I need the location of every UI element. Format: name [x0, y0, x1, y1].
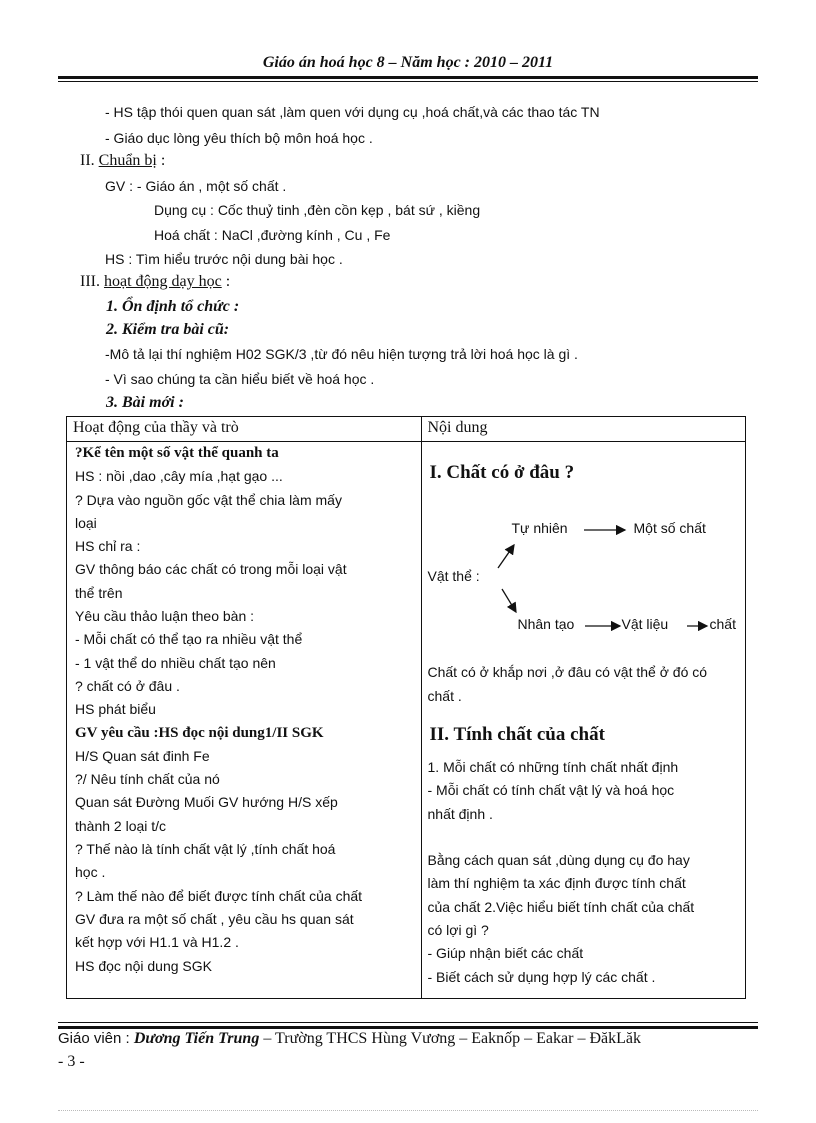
item-kiem-tra: 2. Kiểm tra bài cũ:: [106, 321, 230, 338]
kiem-tra-question-1: -Mô tả lại thí nghiệm H02 SGK/3 ,từ đó nêu hiện tượng trả lời hoá học là gì .: [105, 346, 578, 362]
hs-prep-line: HS : Tìm hiểu trước nội dung bài học .: [105, 251, 343, 267]
document-header-title: Giáo án hoá học 8 – Năm học : 2010 – 2011: [262, 54, 554, 71]
section-3-heading: [80, 273, 230, 291]
activity-line: ?/ Nêu tính chất của nó: [75, 771, 220, 788]
chat-o-khap-noi-line-2: chất .: [427, 688, 462, 704]
heading-chat-o-dau: I. Chất có ở đâu ?: [429, 462, 575, 483]
section-2-title: Chuẩn bị: [98, 152, 157, 169]
content-line: - Giúp nhận biết các chất: [427, 945, 584, 962]
col-header-activities: Hoạt động của thầy và trò: [67, 417, 422, 442]
item-on-dinh: 1. Ổn định tổ chức :: [106, 298, 240, 315]
lesson-table: [66, 416, 746, 999]
footer-teacher: Dương Tiến Trung: [133, 1030, 260, 1047]
activity-line: ? Dựa vào nguồn gốc vật thể chia làm mấy: [75, 491, 342, 508]
header-rule-thin: [58, 81, 758, 82]
page-bottom-dotted-rule: [58, 1110, 758, 1111]
hoa-chat-line: Hoá chất : NaCl ,đường kính , Cu , Fe: [154, 227, 391, 243]
content-cell: [421, 442, 746, 999]
footer-rule: [58, 1026, 758, 1029]
activity-line: HS chỉ ra :: [75, 538, 141, 555]
intro-line-1: - HS tập thói quen quan sát ,làm quen với dụng cụ ,hoá chất,và các thao tác TN: [105, 104, 600, 120]
activity-line: H/S Quan sát đinh Fe: [75, 747, 210, 764]
activity-line: GV thông báo các chất có trong mỗi loại vật: [75, 561, 347, 578]
content-line: Bằng cách quan sát ,dùng dụng cụ đo hay: [427, 852, 690, 869]
classification-diagram-arrows: [422, 442, 756, 652]
col-header-content: Nội dung: [421, 417, 746, 442]
activity-line: kết hợp với H1.1 và H1.2 .: [75, 934, 239, 951]
activity-line: thể trên: [75, 584, 123, 601]
intro-line-2: - Giáo dục lòng yêu thích bộ môn hoá học .: [105, 130, 373, 146]
section-3-colon: :: [221, 273, 231, 290]
content-line: có lợi gì ?: [427, 922, 489, 939]
activities-list: [67, 442, 421, 978]
activity-line: Yêu cầu thảo luận theo bàn :: [75, 608, 255, 625]
section-2-heading: [80, 152, 165, 170]
section-2-colon: :: [156, 152, 166, 169]
content-line: nhất định .: [427, 805, 493, 822]
content-line: - Mỗi chất có tính chất vật lý và hoá học: [427, 782, 675, 799]
activities-cell: [67, 442, 422, 999]
footer-credit: [58, 1030, 641, 1048]
activity-line: ?Kể tên một số vật thể quanh ta: [75, 445, 279, 461]
kiem-tra-question-2: - Vì sao chúng ta cần hiểu biết về hoá học .: [105, 371, 375, 387]
activity-line: GV đưa ra một số chất , yêu cầu hs quan sát: [75, 910, 354, 927]
activity-line: thành 2 loại t/c: [75, 817, 167, 834]
gv-prep-line: GV : - Giáo án , một số chất .: [105, 178, 287, 194]
content-line: 1. Mỗi chất có những tính chất nhất định: [427, 759, 679, 775]
footer-rule-thin: [58, 1022, 758, 1023]
page-number: - 3 -: [58, 1053, 85, 1070]
activity-line: học .: [75, 864, 106, 881]
activity-line: ? Làm thế nào để biết được tính chất của chất: [75, 887, 363, 904]
diagram-vat-the: Vật thể :: [427, 568, 480, 584]
header-rule: [58, 76, 758, 79]
tinh-chat-list: [422, 756, 756, 989]
content-line: [422, 826, 756, 849]
activity-line: ? Thế nào là tính chất vật lý ,tính chất hoá: [75, 841, 336, 858]
chat-o-khap-noi-line-1: Chất có ở khắp nơi ,ở đâu có vật thể ở đó có: [427, 664, 708, 680]
activity-line: - 1 vật thể do nhiều chất tạo nên: [75, 654, 276, 671]
arrow-vat-the-to-nhan-tao: [502, 589, 516, 612]
activity-line: HS : nồi ,dao ,cây mía ,hạt gạo ...: [75, 468, 283, 485]
dung-cu-line: Dụng cụ : Cốc thuỷ tinh ,đèn cồn kẹp , bát sứ , kiềng: [154, 202, 481, 218]
activity-line: HS phát biểu: [75, 701, 156, 718]
diagram-chat: chất: [709, 616, 736, 632]
diagram-nhan-tao: Nhân tạo: [517, 616, 575, 632]
arrow-vat-the-to-tu-nhien: [498, 545, 514, 568]
diagram-tu-nhien: Tự nhiên: [511, 520, 568, 536]
diagram-mot-so-chat: Một số chất: [633, 520, 706, 536]
activity-line: - Mỗi chất có thể tạo ra nhiều vật thể: [75, 631, 303, 648]
content-line: - Biết cách sử dụng hợp lý các chất .: [427, 968, 656, 985]
item-bai-moi: 3. Bài mới :: [106, 394, 184, 411]
content-line: làm thí nghiệm ta xác định được tính chất: [427, 875, 686, 892]
section-3-title: hoạt động dạy học: [103, 273, 222, 290]
activity-line: Quan sát Đường Muối GV hướng H/S xếp: [75, 794, 338, 811]
activity-line: loại: [75, 514, 97, 531]
section-2-number: II.: [80, 152, 95, 169]
footer-school: – Trường THCS Hùng Vương – Eaknốp – Eakar – ĐăkLăk: [259, 1030, 641, 1047]
activity-line: ? chất có ở đâu .: [75, 677, 180, 694]
activity-line: GV yêu cầu :HS đọc nội dung1/II SGK: [75, 724, 324, 741]
activity-line: HS đọc nội dung SGK: [75, 957, 212, 974]
section-3-number: III.: [80, 273, 100, 290]
diagram-vat-lieu: Vật liệu: [621, 616, 669, 632]
heading-tinh-chat: II. Tính chất của chất: [429, 724, 605, 745]
content-line: của chất 2.Việc hiểu biết tính chất của chất: [427, 898, 695, 915]
footer-label: Giáo viên :: [58, 1030, 134, 1047]
